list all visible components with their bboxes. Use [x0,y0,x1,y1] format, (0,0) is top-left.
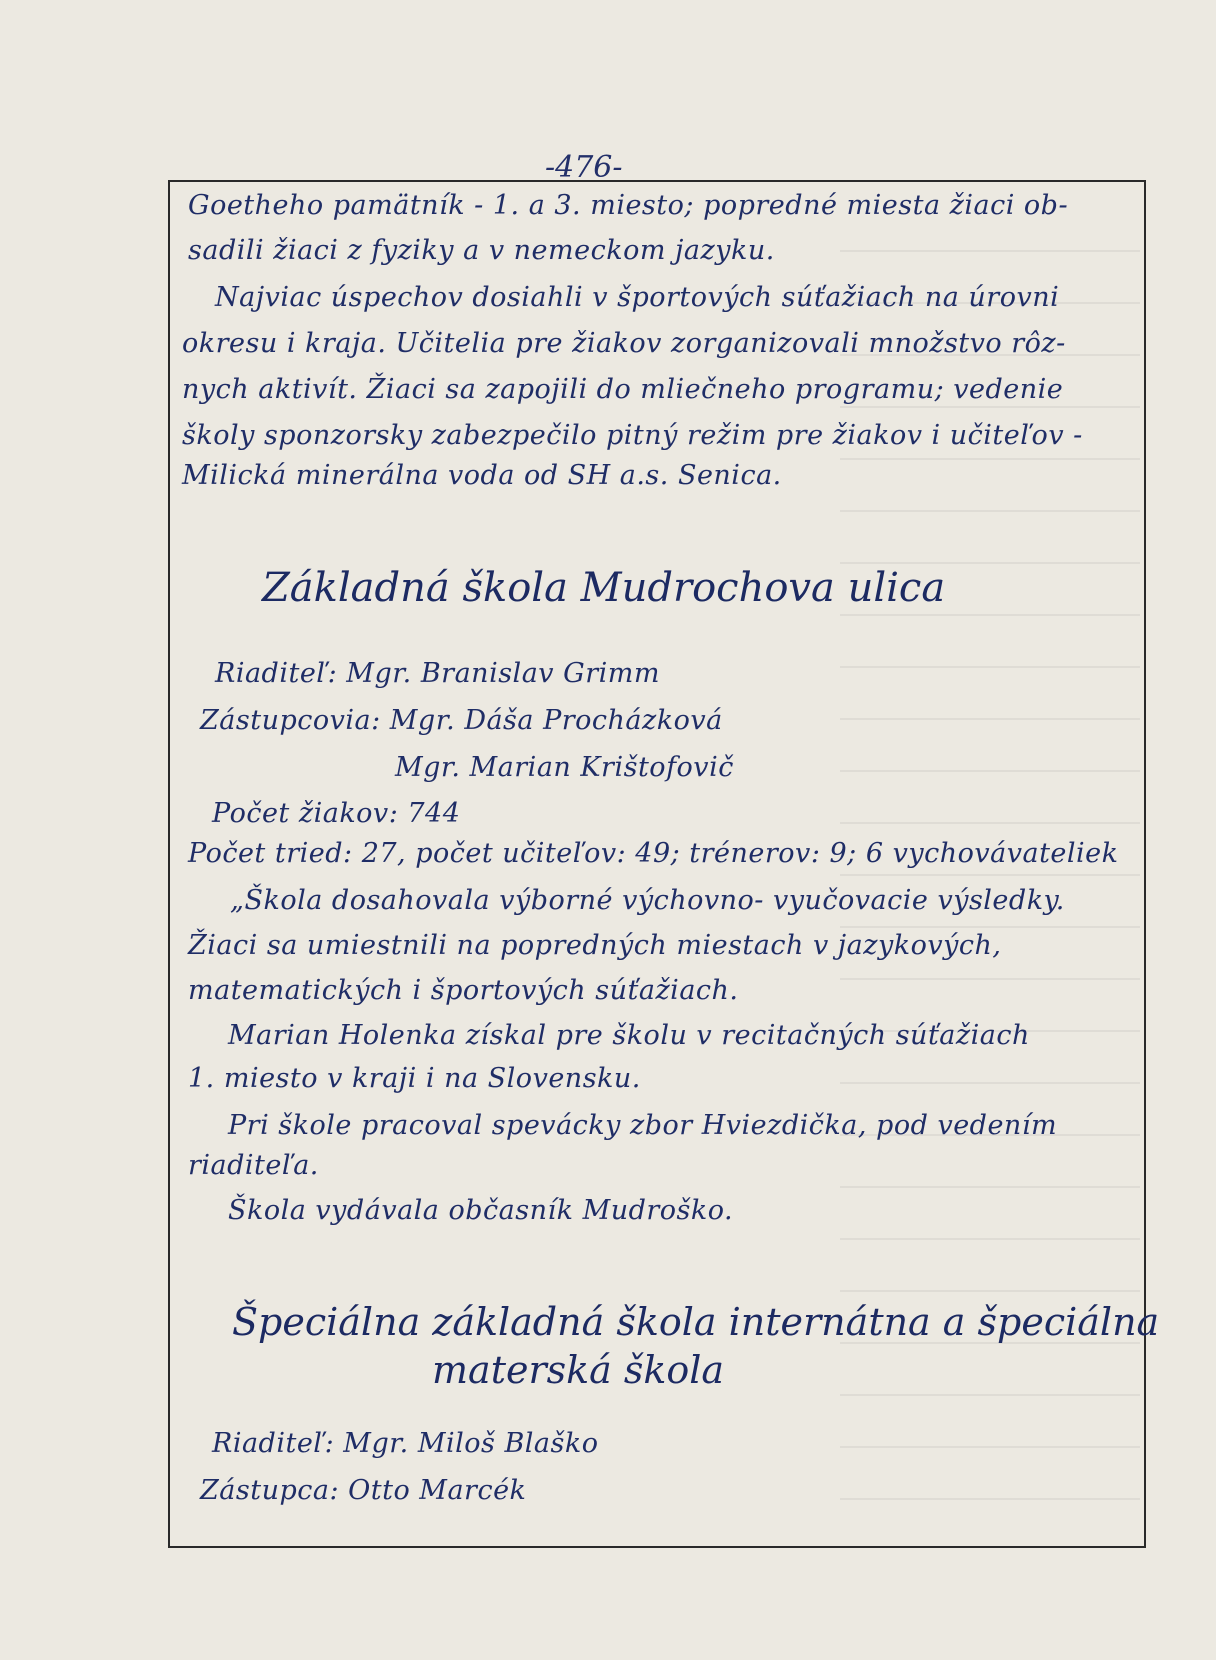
paragraph1-line: Goetheho pamätník - 1. a 3. miesto; popredné miesta žiaci ob- [188,190,1069,221]
school1-deputy: Mgr. Marian Krištofovič [395,752,734,783]
school2-heading: Špeciálna základná škola internátna a špeciálna [232,1300,1160,1344]
page-number: -476- [545,150,623,185]
school1-text-line: Pri škole pracoval spevácky zbor Hviezdička, pod vedením [228,1110,1058,1141]
school1-text-line: Škola vydávala občasník Mudroško. [228,1195,734,1226]
paragraph1-line: nych aktivít. Žiaci sa zapojili do mliečneho programu; vedenie [182,374,1064,405]
school1-text-line: 1. miesto v kraji i na Slovensku. [188,1063,641,1094]
school1-students: Počet žiakov: 744 [212,798,461,829]
school1-text-line: „Škola dosahovala výborné výchovno- vyučovacie výsledky. [230,885,1065,916]
school1-deputy: Zástupcovia: Mgr. Dáša Procházková [200,705,723,736]
school2-deputy: Zástupca: Otto Marcék [200,1475,527,1506]
school1-director: Riaditeľ: Mgr. Branislav Grimm [215,658,660,689]
paragraph1-line: okresu i kraja. Učitelia pre žiakov zorganizovali množstvo rôz- [182,328,1066,359]
paragraph1-line: Najviac úspechov dosiahli v športových súťažiach na úrovni [215,282,1060,313]
school1-text-line: Marian Holenka získal pre školu v recitačných súťažiach [228,1020,1030,1051]
school1-text-line: riaditeľa. [188,1150,319,1181]
paragraph1-line: sadili žiaci z fyziky a v nemeckom jazyku. [188,235,775,266]
school1-heading: Základná škola Mudrochova ulica [262,565,946,611]
paragraph1-line: Milická minerálna voda od SH a.s. Senica. [182,460,782,491]
paragraph1-line: školy sponzorsky zabezpečilo pitný režim pre žiakov i učiteľov - [182,420,1083,451]
school1-text-line: Žiaci sa umiestnili na popredných miestach v jazykových, [188,930,1002,961]
school1-text-line: matematických i športových súťažiach. [188,975,739,1006]
school1-classes: Počet tried: 27, počet učiteľov: 49; trénerov: 9; 6 vychovávateliek [188,838,1119,869]
school2-director: Riaditeľ: Mgr. Miloš Blaško [212,1428,599,1459]
school2-heading: materská škola [432,1348,725,1392]
